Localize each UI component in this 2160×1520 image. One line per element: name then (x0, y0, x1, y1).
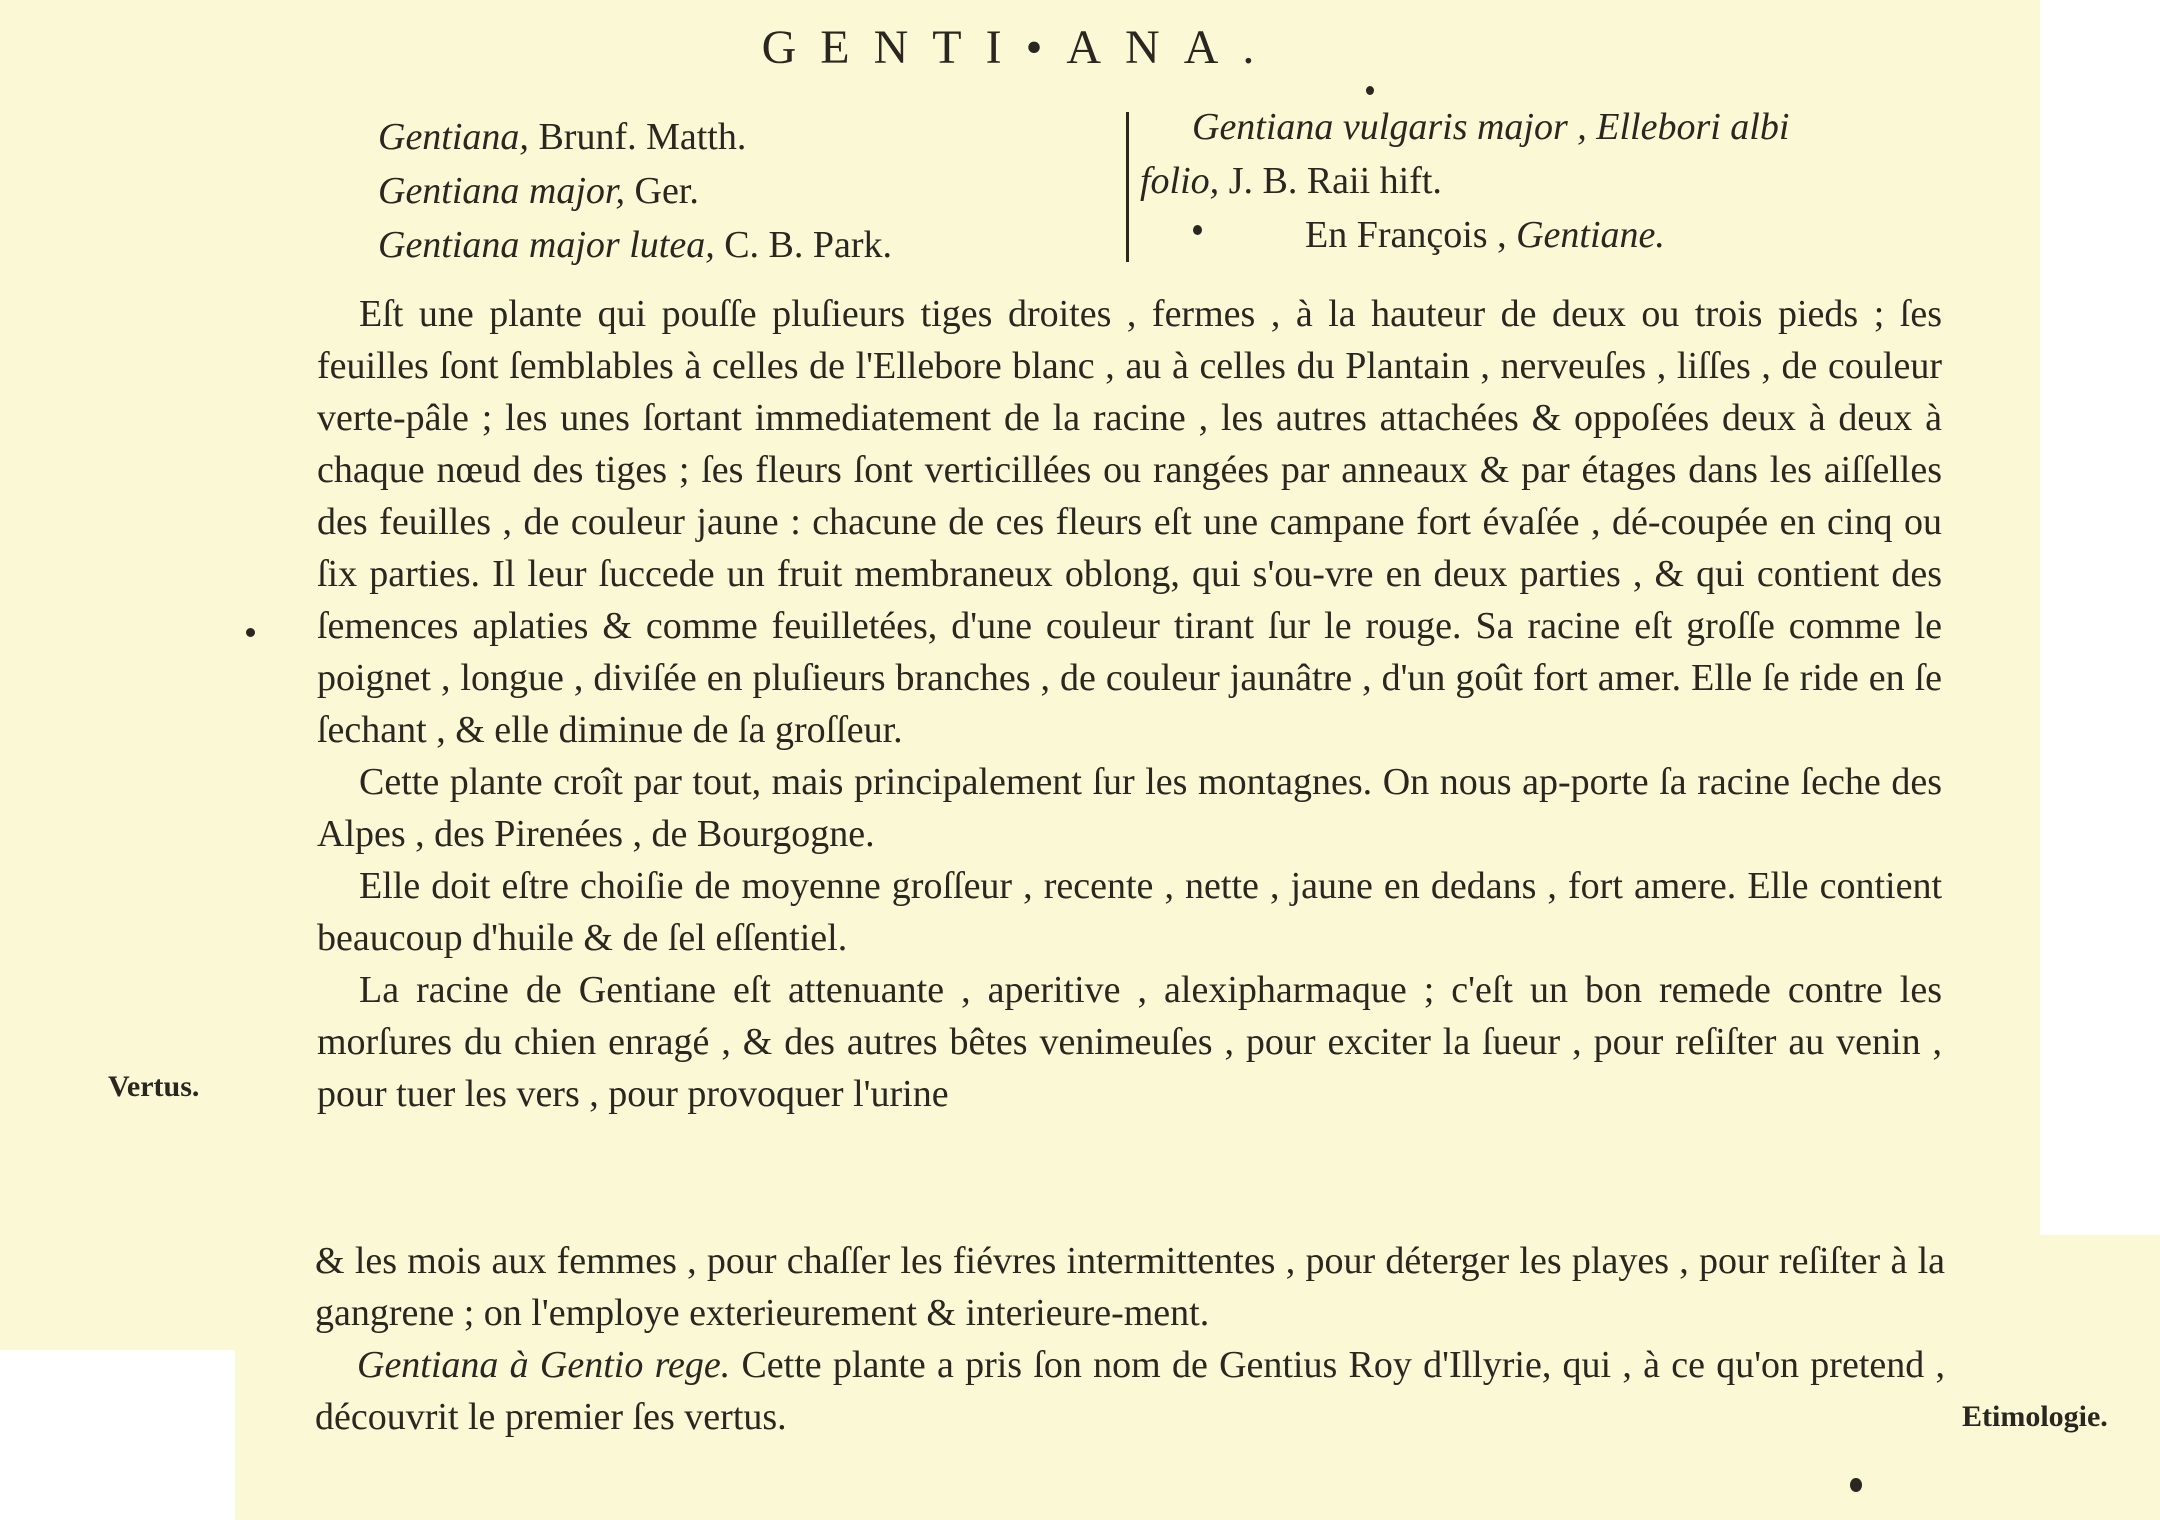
ink-speck (246, 628, 255, 637)
habitat-paragraph: Cette plante croît par tout, mais principalement ſur les montagnes. On nous ap-porte ſa racine ſeche des Alpes , des Pirenées , de Bourgogne. (317, 761, 1942, 855)
margin-note-etimologie: Etimologie. (1962, 1400, 2108, 1433)
synonym-source: Ger. (625, 170, 699, 212)
description-paragraph: Eſt une plante qui pouſſe pluſieurs tiges droites , fermes , à la hauteur de deux ou trois pieds ; ſes feuilles ſont ſemblables à celles de l'Ellebore blanc , au à celles du Plantain , nerveuſes , liſſes , de couleur verte-pâle ; les unes ſortant immediatement de la racine , les autres attachées & oppoſées deux à deux à chaque nœud des tiges ; ſes fleurs ſont verticillées ou rangées par anneaux & par étages dans les aiſſelles des feuilles , de couleur jaune : chacune de ces fleurs eſt une campane fort évaſée , dé-coupée en cinq ou ſix parties. Il leur ſuccede un fruit membraneux oblong, qui s'ou-vre en deux parties , & qui contient des ſemences aplaties & comme feuilletées, d'une couleur tirant ſur le rouge. Sa racine eſt groſſe comme le poignet , longue , diviſée en pluſieurs branches , de couleur jaunâtre , d'un goût fort amer. Elle ſe ride en ſe ſechant , & elle diminue de ſa groſſeur. (317, 293, 1942, 751)
synonym-source: C. B. Park. (714, 224, 893, 266)
synonym-line: Gentiana vulgaris major , Ellebori albi (1192, 106, 1790, 148)
ink-speck (1850, 1478, 1862, 1492)
synonyms-right (1140, 100, 1940, 262)
synonym-french-name: Gentiane. (1516, 214, 1665, 256)
scanned-page-margin (0, 1235, 235, 1350)
etymology-latin: Gentiana à Gentio rege. (357, 1344, 731, 1386)
synonym-line (378, 218, 1098, 272)
margin-note-vertus: Vertus. (108, 1070, 200, 1103)
synonym-line (378, 164, 1098, 218)
main-text-upper (317, 288, 1942, 1120)
synonym-latin: Gentiana, (378, 116, 529, 158)
synonym-line (1140, 154, 1940, 208)
synonym-source: Brunf. Matth. (528, 116, 747, 158)
page-title: GENTI•ANA. (761, 21, 1279, 74)
virtues-continuation: & les mois aux femmes , pour chaſſer les fiévres intermittentes , pour déterger les playes , pour reſiſter à la gangrene ; on l'employe exterieurement & interieure-ment. (315, 1240, 1945, 1334)
etymology-paragraph (315, 1339, 1945, 1443)
main-text-lower (315, 1235, 1945, 1443)
synonym-line (1140, 208, 1940, 262)
ink-speck (1366, 86, 1374, 95)
synonym-line (378, 110, 1098, 164)
synonym-latin: Gentiana major lutea, (378, 224, 715, 266)
synonym-divider (1126, 112, 1129, 262)
synonym-french-label: En François , (1305, 214, 1517, 256)
virtues-paragraph: La racine de Gentiane eſt attenuante , aperitive , alexipharmaque ; c'eſt un bon remede contre les morſures du chien enragé , & des autres bêtes venimeuſes , pour exciter la ſueur , pour reſiſter au venin , pour tuer les vers , pour provoquer l'urine (317, 969, 1942, 1115)
synonym-latin: Gentiana major, (378, 170, 625, 212)
etymology-text: Cette plante a pris ſon nom de Gentius Roy d'Illyrie, qui , à ce qu'on pretend , découvrit le premier ſes vertus. (315, 1344, 1945, 1438)
synonyms-left (378, 110, 1098, 272)
ink-speck (1193, 225, 1202, 235)
synonym-latin: folio, (1140, 160, 1220, 202)
synonym-source: J. B. Raii hift. (1219, 160, 1442, 202)
choice-paragraph: Elle doit eſtre choiſie de moyenne groſſeur , recente , nette , jaune en dedans , fort amere. Elle contient beaucoup d'huile & de ſel eſſentiel. (317, 865, 1942, 959)
